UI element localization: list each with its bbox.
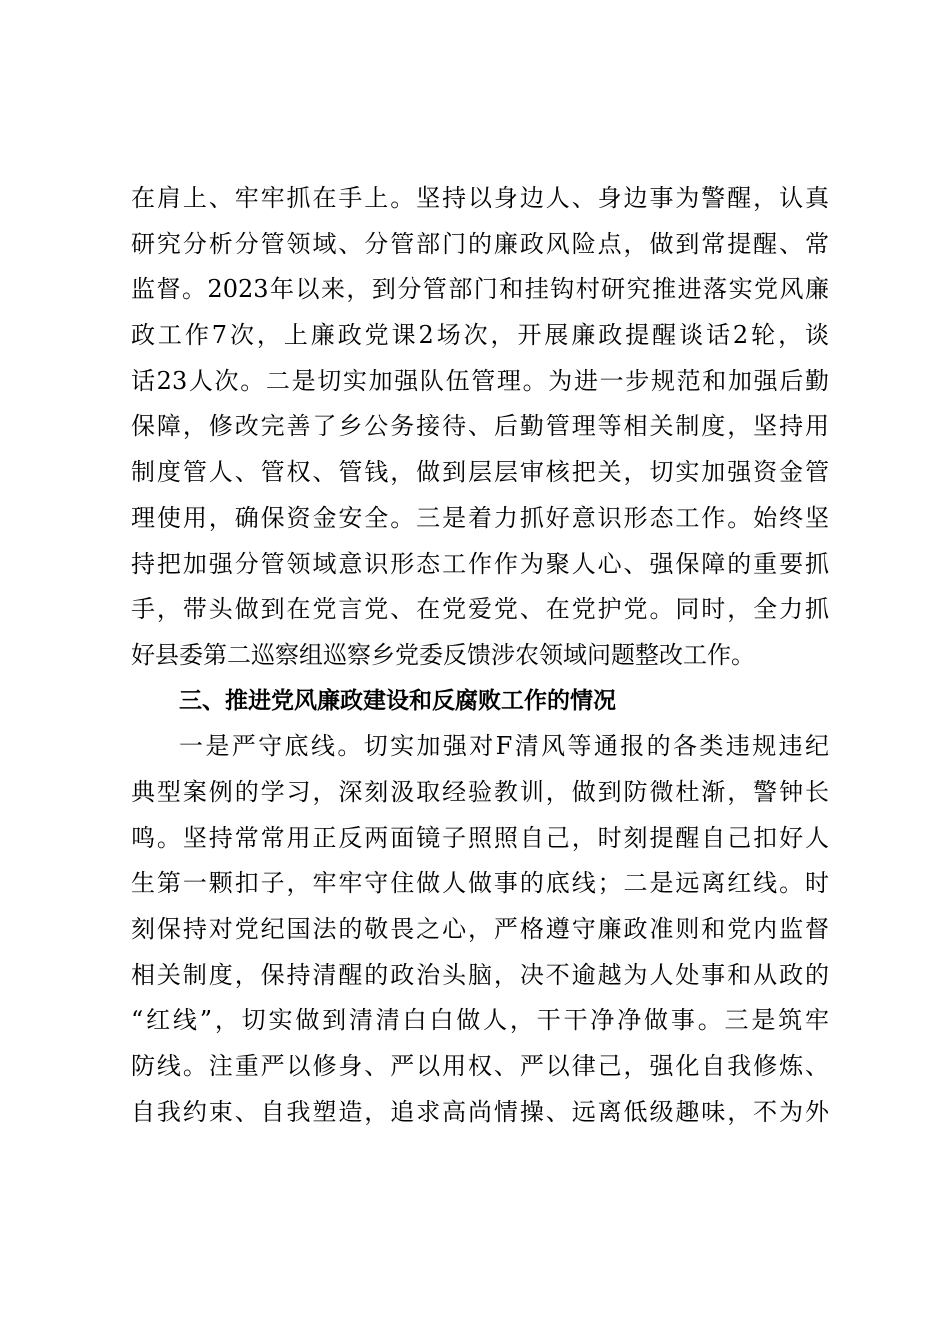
paragraph-line: 相关制度，保持清醒的政治头脑，决不逾越为人处事和从政的 xyxy=(131,960,829,989)
paragraph-line: 话23人次。二是切实加强队伍管理。为进一步规范和加强后勤 xyxy=(131,366,829,395)
paragraph-line: 生第一颗扣子，牢牢守住做人做事的底线；二是远离红线。时 xyxy=(131,869,829,898)
paragraph-line: 监督。2023年以来，到分管部门和挂钩村研究推进落实党风廉 xyxy=(131,275,829,304)
paragraph-line: 制度管人、管权、管钱，做到层层审核把关，切实加强资金管 xyxy=(131,458,829,487)
paragraph-line: 鸣。坚持常常用正反两面镜子照照自己，时刻提醒自己扣好人 xyxy=(131,823,829,852)
paragraph-line: 典型案例的学习，深刻汲取经验教训，做到防微杜渐，警钟长 xyxy=(131,777,829,806)
paragraph-line: 理使用，确保资金安全。三是着力抓好意识形态工作。始终坚 xyxy=(131,503,829,532)
paragraph-line: 研究分析分管领域、分管部门的廉政风险点，做到常提醒、常 xyxy=(131,229,829,258)
paragraph-line: “红线”，切实做到清清白白做人，干干净净做事。三是筑牢 xyxy=(131,1006,829,1035)
paragraph-line: 一是严守底线。切实加强对F清风等通报的各类违规违纪 xyxy=(179,732,829,761)
paragraph-line: 刻保持对党纪国法的敬畏之心，严格遵守廉政准则和党内监督 xyxy=(131,915,829,943)
paragraph-line: 自我约束、自我塑造，追求高尚情操、远离低级趣味，不为外 xyxy=(131,1097,829,1126)
paragraph-line: 手，带头做到在党言党、在党爱党、在党护党。同时，全力抓 xyxy=(131,595,829,624)
paragraph-line: 政工作7次，上廉政党课2场次，开展廉政提醒谈话2轮，谈 xyxy=(131,321,829,350)
paragraph-line: 保障，修改完善了乡公务接待、后勤管理等相关制度，坚持用 xyxy=(131,412,829,441)
section-heading: 三、推进党风廉政建设和反腐败工作的情况 xyxy=(179,687,616,714)
paragraph-line: 在肩上、牢牢抓在手上。坚持以身边人、身边事为警醒，认真 xyxy=(131,184,829,212)
paragraph-line: 好县委第二巡察组巡察乡党委反馈涉农领域问题整改工作。 xyxy=(131,640,755,669)
paragraph-line: 持把加强分管领域意识形态工作作为聚人心、强保障的重要抓 xyxy=(131,549,829,578)
paragraph-line: 防线。注重严以修身、严以用权、严以律己，强化自我修炼、 xyxy=(131,1052,829,1081)
document-body xyxy=(131,176,829,1135)
